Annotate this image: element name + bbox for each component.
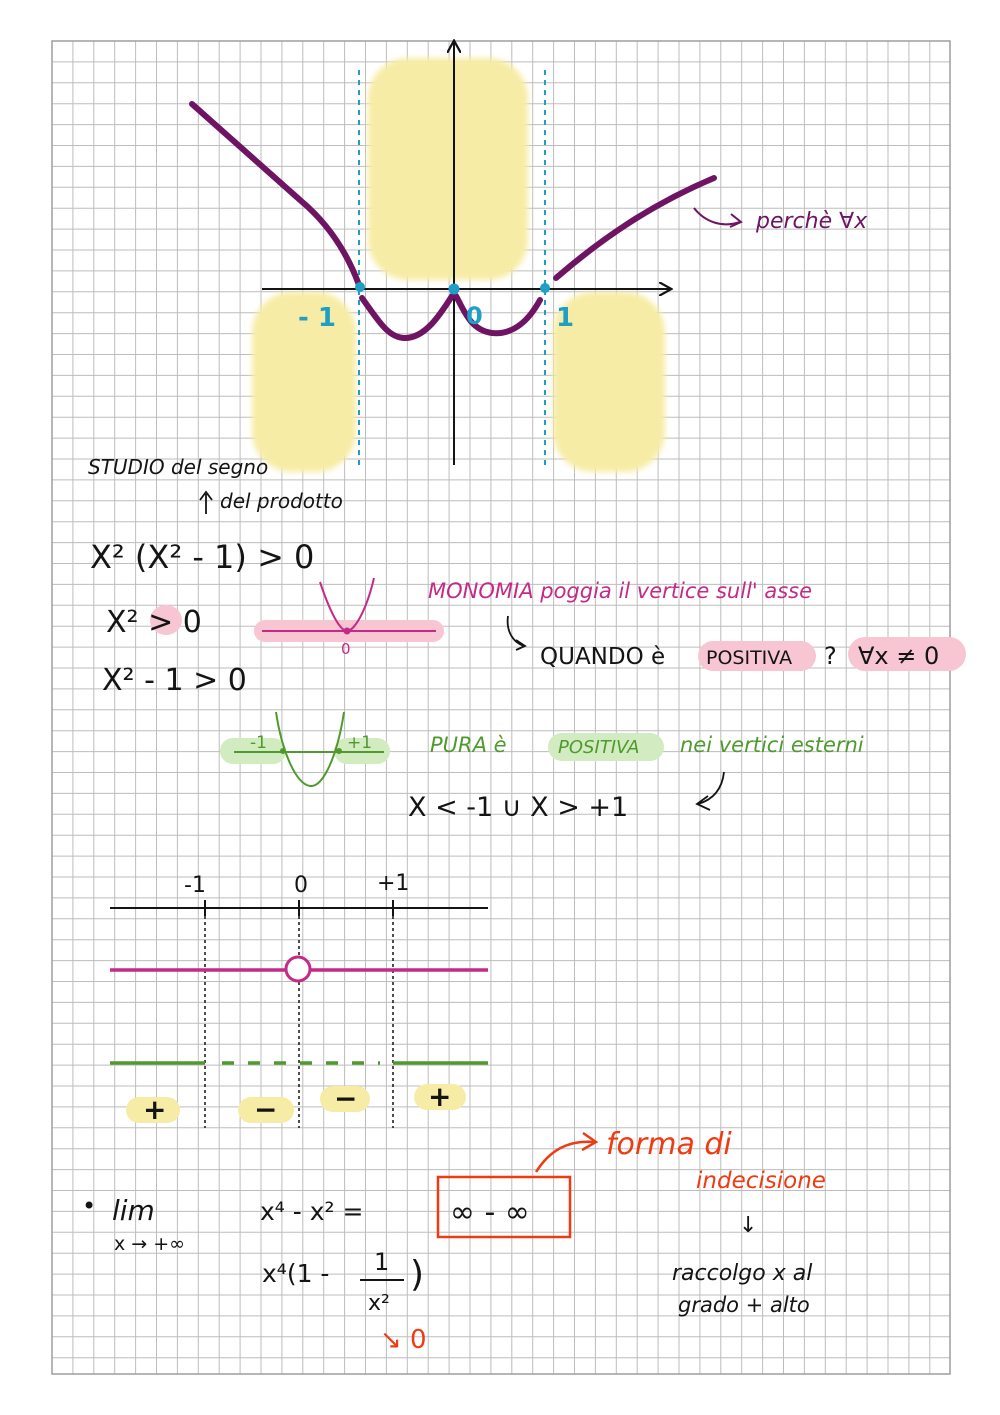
pura-label-minus1: -1 — [250, 733, 267, 753]
limit-under: x → +∞ — [114, 1233, 185, 1255]
root-dot-minus1 — [355, 282, 365, 292]
study-subtitle: del prodotto — [220, 489, 343, 513]
excluded-regions — [252, 58, 665, 472]
inequality-pura: X² - 1 > 0 — [102, 663, 247, 698]
excluded-region-top — [368, 58, 528, 280]
x-label-minus1: - 1 — [298, 303, 336, 333]
pura-suffix: nei vertici esterni — [680, 733, 864, 757]
limit-factored: x⁴(1 - — [262, 1259, 330, 1288]
root-dot-zero — [449, 284, 460, 295]
indeterminate-form: ∞ - ∞ — [450, 1195, 530, 1230]
curved-arrow-icon — [508, 616, 525, 650]
monomia-vertex — [344, 628, 351, 635]
forma-line2: indecisione — [696, 1168, 826, 1194]
limit-section — [82, 1127, 826, 1355]
curve-right-branch — [556, 178, 714, 278]
fraction-numerator: 1 — [374, 1248, 390, 1276]
forma-line1: forma di — [606, 1127, 732, 1162]
monomia-question: QUANDO è — [540, 644, 666, 670]
x-label-one: 1 — [556, 303, 575, 333]
tick-label-minus1: -1 — [184, 873, 206, 898]
inequality-monomia: X² > 0 — [106, 605, 202, 640]
raccolgo-line1: raccolgo x al — [672, 1261, 813, 1286]
function-graph — [192, 42, 868, 472]
sign-result-3: − — [334, 1082, 358, 1115]
pura-parabola — [276, 712, 344, 786]
limit-bullet: • — [82, 1192, 97, 1220]
monomia-zero-label: 0 — [341, 640, 351, 658]
monomia-heading: MONOMIA poggia il vertice sull' asse — [428, 579, 813, 603]
graph-note: perchè ∀x — [756, 209, 868, 234]
tick-label-zero: 0 — [294, 873, 308, 898]
up-arrow-icon — [200, 492, 212, 514]
raccolgo-line2: grado + alto — [678, 1293, 810, 1317]
limit-lim: lim — [112, 1194, 155, 1227]
pura-root-left — [280, 748, 286, 754]
x-label-zero: 0 — [466, 302, 483, 330]
tends-to-zero: ↘ 0 — [380, 1325, 427, 1355]
sign-result-2: − — [254, 1093, 278, 1126]
monomia-sketch — [254, 578, 444, 658]
main-inequality: X² (X² - 1) > 0 — [90, 538, 315, 576]
sign-chart — [110, 871, 488, 1128]
fraction-close: ) — [410, 1254, 425, 1295]
pura-positiva: POSITIVA — [558, 737, 640, 758]
return-arrow-icon — [697, 772, 724, 810]
fraction-denominator: x² — [368, 1291, 390, 1316]
sign-result-1: + — [143, 1093, 167, 1126]
excluded-zero-circle — [286, 957, 310, 981]
pura-prefix: PURA è — [430, 733, 507, 757]
pura-solution: X < -1 ∪ X > +1 — [408, 792, 629, 823]
pura-sketch — [220, 712, 390, 786]
tick-label-plus1: +1 — [377, 871, 410, 896]
monomia-forall: ∀x ≠ 0 — [858, 642, 940, 670]
monomia-positiva: POSITIVA — [706, 647, 793, 669]
limit-expression: x⁴ - x² = — [260, 1197, 364, 1226]
sign-result-4: + — [428, 1080, 452, 1113]
curve-left-branch — [192, 104, 359, 285]
forma-arrow-icon — [536, 1142, 594, 1172]
note-arrowhead-icon — [730, 214, 741, 227]
down-arrow-icon: ↓ — [739, 1213, 758, 1238]
study-title: STUDIO del segno — [88, 455, 269, 479]
root-dot-plus1 — [540, 283, 550, 293]
pura-root-right — [336, 748, 342, 754]
monomia-question-mark: ? — [824, 642, 837, 670]
pura-label-plus1: +1 — [347, 733, 373, 753]
